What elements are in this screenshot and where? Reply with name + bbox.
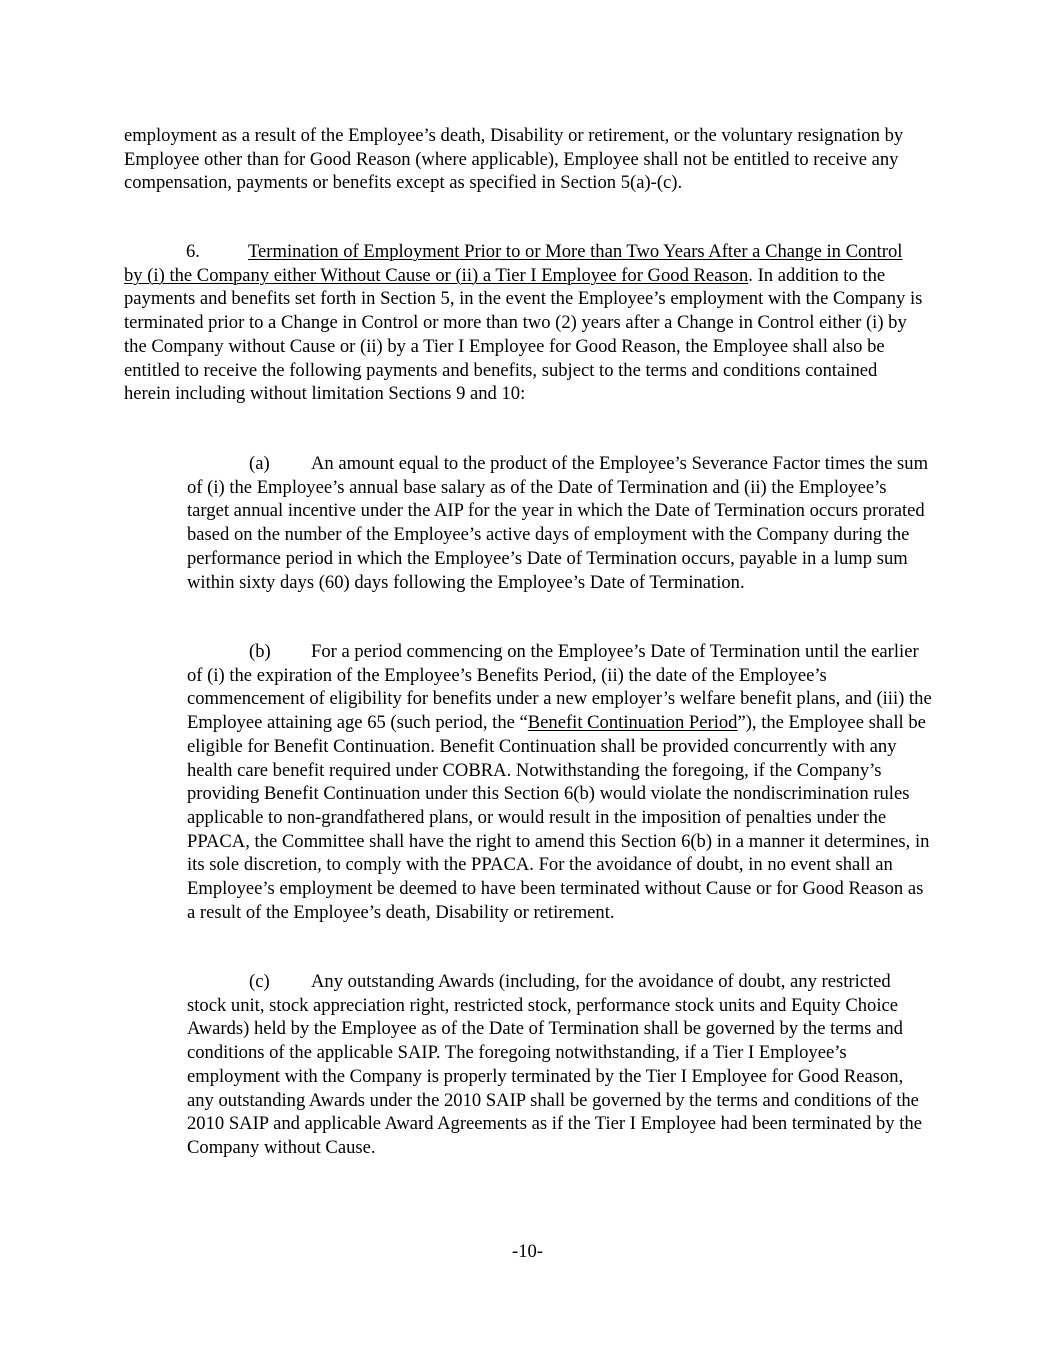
- subsection-c-text: Any outstanding Awards (including, for the avoidance of doubt, any restricted stock unit, stock appreciation right, restricted stock, performance stock units and Equity Choice Awards) held by the Employee as of the Date of Termination shall be governed by the terms and conditions of the applicable SAIP. The foregoing notwithstanding, if a Tier I Employee’s employment with the Company is properly terminated by the Tier I Employee for Good Reason, any outstanding Awards under the 2010 SAIP shall be governed by the terms and conditions of the 2010 SAIP and applicable Award Agreements as if the Tier I Employee had been terminated by the Company without Cause.: [187, 971, 922, 1158]
- section-6-body: In addition to the payments and benefits set forth in Section 5, in the event the Employee’s employment with the Company is terminated prior to a Change in Control or more than two (2) years after a Change in Control either (i) by the Company without Cause or (ii) by a Tier I Employee for Good Reason, the Employee shall also be entitled to receive the following payments and benefits, subject to the terms and conditions contained herein including without limitation Sections 9 and 10:: [124, 264, 923, 405]
- continuation-paragraph: employment as a result of the Employee’s death, Disability or retirement, or the voluntary resignation by Employee other than for Good Reason (where applicable), Employee shall not be entitled to receive any compensation, payments or benefits except as specified in Section 5(a)-(c).: [124, 125, 904, 194]
- defined-term-benefit-continuation-period: Benefit Continuation Period: [527, 712, 738, 734]
- section-6-heading: Termination of Employment Prior to or More than Two Years After a Change in Control by (i) the Company either Without Cause or (ii) a Tier I Employee for Good Reason: [124, 241, 903, 286]
- subsection-b-text-before: For a period commencing on the Employee’s Date of Termination until the earlier of (i) the expiration of the Employee’s Benefits Period, (ii) the date of the Employee’s commencement of eligibility for benefits under a new employer’s welfare benefit plans, and (iii) the Employee attaining age 65 (such period, the “: [187, 641, 932, 734]
- section-6-number: 6.: [186, 241, 200, 262]
- subsection-a-label: (a): [249, 453, 270, 474]
- page-number: -10-: [512, 1241, 543, 1262]
- subsection-b: [187, 640, 932, 924]
- subsection-c: [187, 970, 932, 1160]
- subsection-b-label: (b): [249, 641, 271, 662]
- subsection-b-text-after: ”), the Employee shall be eligible for Benefit Continuation. Benefit Continuation shall be provided concurrently with any health care benefit required under COBRA. Notwithstanding the foregoing, if the Company’s providing Benefit Continuation under this Section 6(b) would violate the nondiscrimination rules applicable to non-grandfathered plans, or would result in the imposition of penalties under the PPACA, the Committee shall have the right to amend this Section 6(b) in a manner it determines, in its sole discretion, to comply with the PPACA. For the avoidance of doubt, in no event shall an Employee’s employment be deemed to have been terminated without Cause or for Good Reason as a result of the Employee’s death, Disability or retirement.: [187, 712, 930, 923]
- section-6-paragraph: [124, 240, 924, 406]
- subsection-c-label: (c): [249, 971, 270, 992]
- section-6-heading-end: .: [748, 264, 753, 286]
- subsection-a-text: An amount equal to the product of the Employee’s Severance Factor times the sum of (i) the Employee’s annual base salary as of the Date of Termination and (ii) the Employee’s target annual incentive under the AIP for the year in which the Date of Termination occurs prorated based on the number of the Employee’s active days of employment with the Company during the performance period in which the Employee’s Date of Termination occurs, payable in a lump sum within sixty days (60) days following the Employee’s Date of Termination.: [187, 453, 929, 593]
- subsection-a: [187, 452, 932, 594]
